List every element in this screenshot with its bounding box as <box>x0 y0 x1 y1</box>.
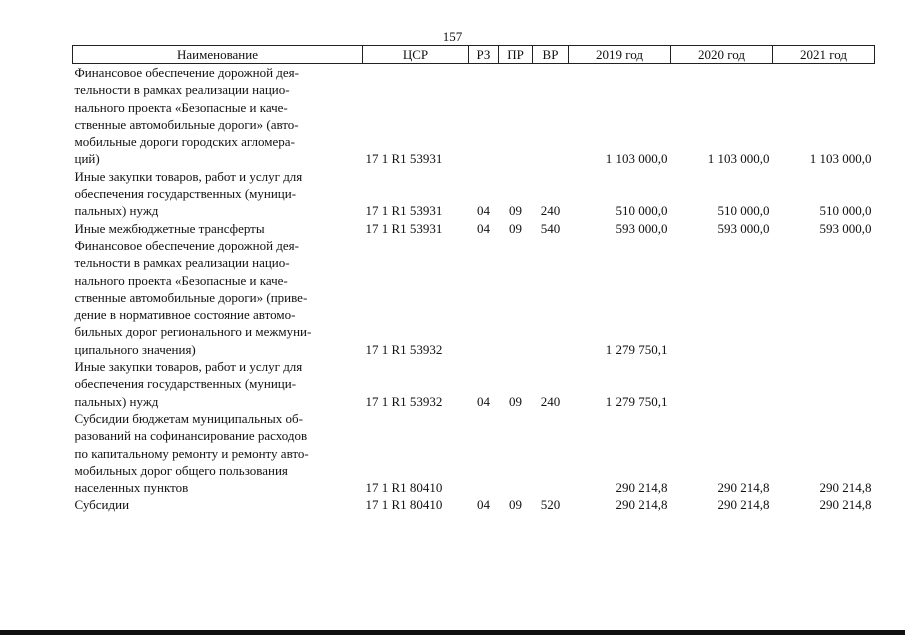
row-2021: 1 103 000,0 <box>809 151 872 167</box>
row-2020: 510 000,0 <box>717 203 770 219</box>
row-name-line: дение в нормативное состояние автомо- <box>74 307 296 323</box>
table-row <box>73 410 875 496</box>
row-2020: 593 000,0 <box>717 220 770 236</box>
row-name-line: бильных дорог регионального и межмуни- <box>74 324 312 340</box>
row-2019: 1 103 000,0 <box>605 151 668 167</box>
row-name-line: ственные автомобильные дороги» (приве- <box>74 289 308 305</box>
row-name-line: ципального значения) <box>74 341 196 357</box>
row-name-line: нального проекта «Безопасные и каче- <box>74 272 288 288</box>
row-pr <box>499 64 533 168</box>
row-name-line: пальных) нужд <box>74 203 159 219</box>
row-name-line: ственные автомобильные дороги» (авто- <box>74 116 299 132</box>
row-name-line: тельности в рамках реализации нацио- <box>74 82 290 98</box>
row-rz: 04 <box>477 497 490 513</box>
table-row <box>73 220 875 237</box>
table-row <box>73 496 875 513</box>
row-name-line: мобильных дорог общего пользования <box>74 462 288 478</box>
row-2021 <box>773 237 875 358</box>
row-csr: 17 1 R1 80410 <box>365 480 443 496</box>
row-pr: 09 <box>509 203 522 219</box>
header-row <box>73 46 875 64</box>
table-row <box>73 358 875 410</box>
row-pr <box>499 237 533 358</box>
header-pr: ПР <box>499 46 533 64</box>
row-name-line: Финансовое обеспечение дорожной дея- <box>74 237 299 253</box>
table-row <box>73 64 875 168</box>
row-2019: 593 000,0 <box>615 220 668 236</box>
row-name <box>73 168 363 220</box>
row-2019: 1 279 750,1 <box>605 341 668 357</box>
row-2019: 510 000,0 <box>615 203 668 219</box>
row-name-line: Иные межбюджетные трансферты <box>74 220 265 236</box>
row-rz <box>469 64 499 168</box>
row-name <box>73 410 363 496</box>
row-2019: 290 214,8 <box>615 480 668 496</box>
budget-table <box>72 45 875 514</box>
row-name-line: разований на софинансирование расходов <box>74 428 308 444</box>
bottom-rule <box>0 630 905 635</box>
row-name-line: Финансовое обеспечение дорожной дея- <box>74 65 299 80</box>
row-2021: 593 000,0 <box>819 220 872 236</box>
row-rz: 04 <box>477 203 490 219</box>
table-row <box>73 168 875 220</box>
row-pr <box>499 410 533 496</box>
table-body <box>73 64 875 514</box>
row-2021: 290 214,8 <box>819 480 872 496</box>
row-2019: 1 279 750,1 <box>605 393 668 409</box>
row-vr: 520 <box>540 497 561 513</box>
row-name <box>73 64 363 168</box>
header-name: Наименование <box>73 46 363 64</box>
row-vr <box>533 410 569 496</box>
row-rz: 04 <box>477 393 490 409</box>
table-row <box>73 237 875 358</box>
row-vr: 240 <box>540 393 561 409</box>
row-name-line: Иные закупки товаров, работ и услуг для <box>74 168 303 184</box>
row-name-line: населенных пунктов <box>74 480 189 496</box>
row-2020: 290 214,8 <box>717 480 770 496</box>
row-2021: 510 000,0 <box>819 203 872 219</box>
row-name-line: нального проекта «Безопасные и каче- <box>74 99 288 115</box>
row-pr: 09 <box>509 497 522 513</box>
row-csr: 17 1 R1 53931 <box>365 151 443 167</box>
row-vr: 240 <box>540 203 561 219</box>
header-csr: ЦСР <box>363 46 469 64</box>
row-rz <box>469 237 499 358</box>
row-2020 <box>671 237 773 358</box>
row-2020: 290 214,8 <box>717 497 770 513</box>
row-csr: 17 1 R1 53932 <box>365 341 443 357</box>
row-2021 <box>773 358 875 410</box>
row-name-line: ций) <box>74 151 100 167</box>
row-csr: 17 1 R1 80410 <box>365 497 443 513</box>
page-number: 157 <box>442 29 463 44</box>
row-name-line: обеспечения государственных (муници- <box>74 376 297 392</box>
row-pr: 09 <box>509 220 522 236</box>
row-name <box>73 358 363 410</box>
row-name <box>73 496 363 513</box>
row-name-line: Субсидии бюджетам муниципальных об- <box>74 410 303 426</box>
header-2019: 2019 год <box>569 46 671 64</box>
row-name-line: мобильные дороги городских агломера- <box>74 134 295 150</box>
row-2019: 290 214,8 <box>615 497 668 513</box>
row-2021: 290 214,8 <box>819 497 872 513</box>
row-vr <box>533 237 569 358</box>
table-header <box>73 46 875 64</box>
row-csr: 17 1 R1 53932 <box>365 393 443 409</box>
row-name-line: обеспечения государственных (муници- <box>74 186 297 202</box>
header-2020: 2020 год <box>671 46 773 64</box>
row-rz: 04 <box>477 220 490 236</box>
row-name-line: Иные закупки товаров, работ и услуг для <box>74 359 303 375</box>
row-name <box>73 237 363 358</box>
header-2021: 2021 год <box>773 46 875 64</box>
row-csr: 17 1 R1 53931 <box>365 220 443 236</box>
row-name-line: по капитальному ремонту и ремонту авто- <box>74 445 309 461</box>
row-name-line: тельности в рамках реализации нацио- <box>74 255 290 271</box>
row-vr <box>533 64 569 168</box>
row-name <box>73 220 363 237</box>
header-vr: ВР <box>533 46 569 64</box>
row-rz <box>469 410 499 496</box>
row-name-line: Субсидии <box>74 497 130 513</box>
row-pr: 09 <box>509 393 522 409</box>
row-csr: 17 1 R1 53931 <box>365 203 443 219</box>
row-2020 <box>671 358 773 410</box>
row-2020: 1 103 000,0 <box>707 151 770 167</box>
header-rz: РЗ <box>469 46 499 64</box>
row-name-line: пальных) нужд <box>74 393 159 409</box>
row-vr: 540 <box>540 220 561 236</box>
